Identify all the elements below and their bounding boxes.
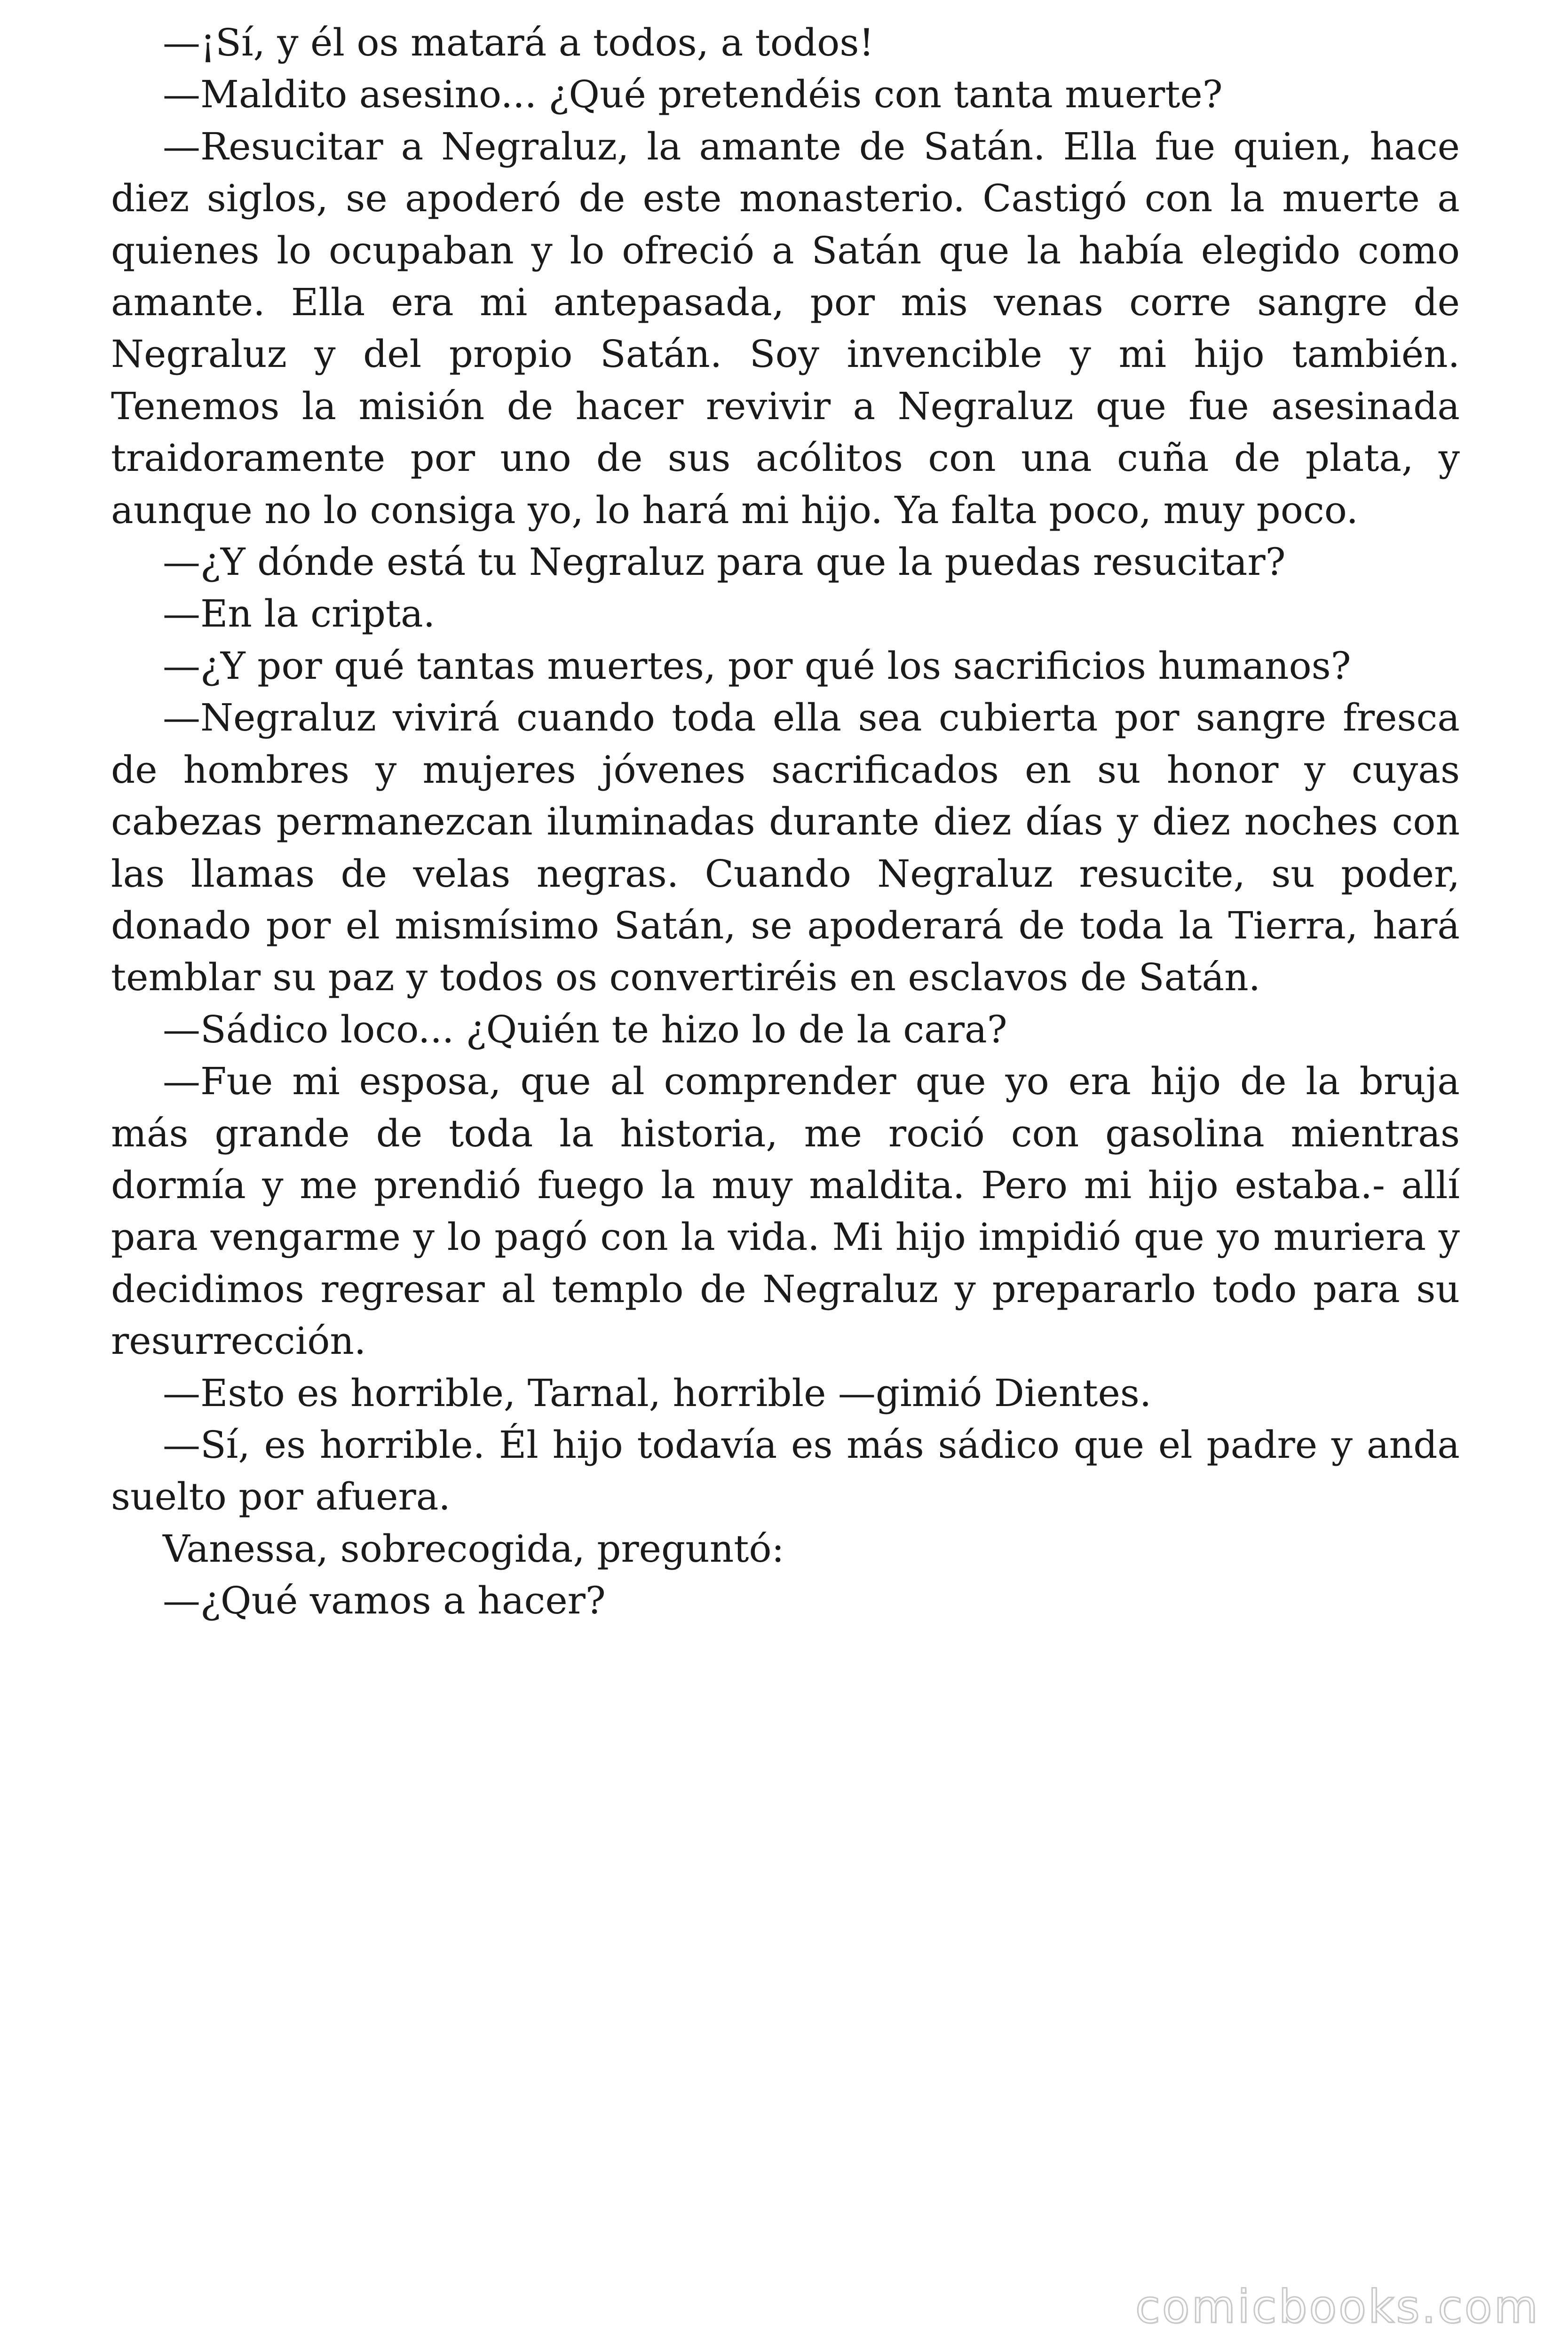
paragraph-1: —¡Sí, y él os matará a todos, a todos! (163, 21, 874, 64)
paragraph-3: —Resucitar a Negraluz, la amante de Satán. Ella fue quien, hace diez siglos, se apoderó de este monasterio. Castigó con la muerte a quienes lo ocupaban y lo ofreció a Satán que la había elegido como amante. Ella era mi antepasada, por mis venas corre sangre de Negraluz y del propio Satán. Soy invencible y mi hijo también. Tenemos la misión de hacer revivir a Negraluz que fue asesinada traidoramente por uno de sus acólitos con una cuña de plata, y aunque no lo consiga yo, lo hará mi hijo. Ya falta poco, muy poco. (111, 124, 1460, 532)
paragraph-10: —Esto es horrible, Tarnal, horrible —gimió Dientes. (163, 1371, 1152, 1415)
paragraph-11: —Sí, es horrible. Él hijo todavía es más sádico que el padre y anda suelto por afuera. (111, 1422, 1460, 1519)
paragraph-7: —Negraluz vivirá cuando toda ella sea cubierta por sangre fresca de hombres y mujeres jóvenes sacrificados en su honor y cuyas cabezas permanezcan iluminadas durante diez días y diez noches con las llamas de velas negras. Cuando Negraluz resucite, su poder, donado por el mismísimo Satán, se apoderará de toda la Tierra, hará temblar su paz y todos os convertiréis en esclavos de Satán. (111, 696, 1460, 1000)
paragraph-12: Vanessa, sobrecogida, preguntó: (163, 1526, 784, 1571)
paragraph-4: —¿Y dónde está tu Negraluz para que la puedas resucitar? (163, 540, 1286, 584)
paragraph-5: —En la cripta. (163, 592, 436, 636)
paragraph-2: —Maldito asesino... ¿Qué pretendéis con tanta muerte? (163, 72, 1223, 117)
paragraph-6: —¿Y por qué tantas muertes, por qué los sacrificios humanos? (163, 644, 1351, 688)
paragraph-9: —Fue mi esposa, que al comprender que yo era hijo de la bruja más grande de toda la historia, me roció con gasolina mientras dormía y me prendió fuego la muy maldita. Pero mi hijo estaba.- allí para vengarme y lo pagó con la vida. Mi hijo impidió que yo muriera y decidimos regresar al templo de Negraluz y prepararlo todo para su resurrección. (111, 1059, 1460, 1363)
watermark: comicbooks.com (1135, 2280, 1540, 2333)
paragraph-13: —¿Qué vamos a hacer? (163, 1579, 606, 1623)
paragraph-8: —Sádico loco... ¿Quién te hizo lo de la cara? (163, 1007, 1007, 1051)
page-text (111, 17, 1460, 1627)
